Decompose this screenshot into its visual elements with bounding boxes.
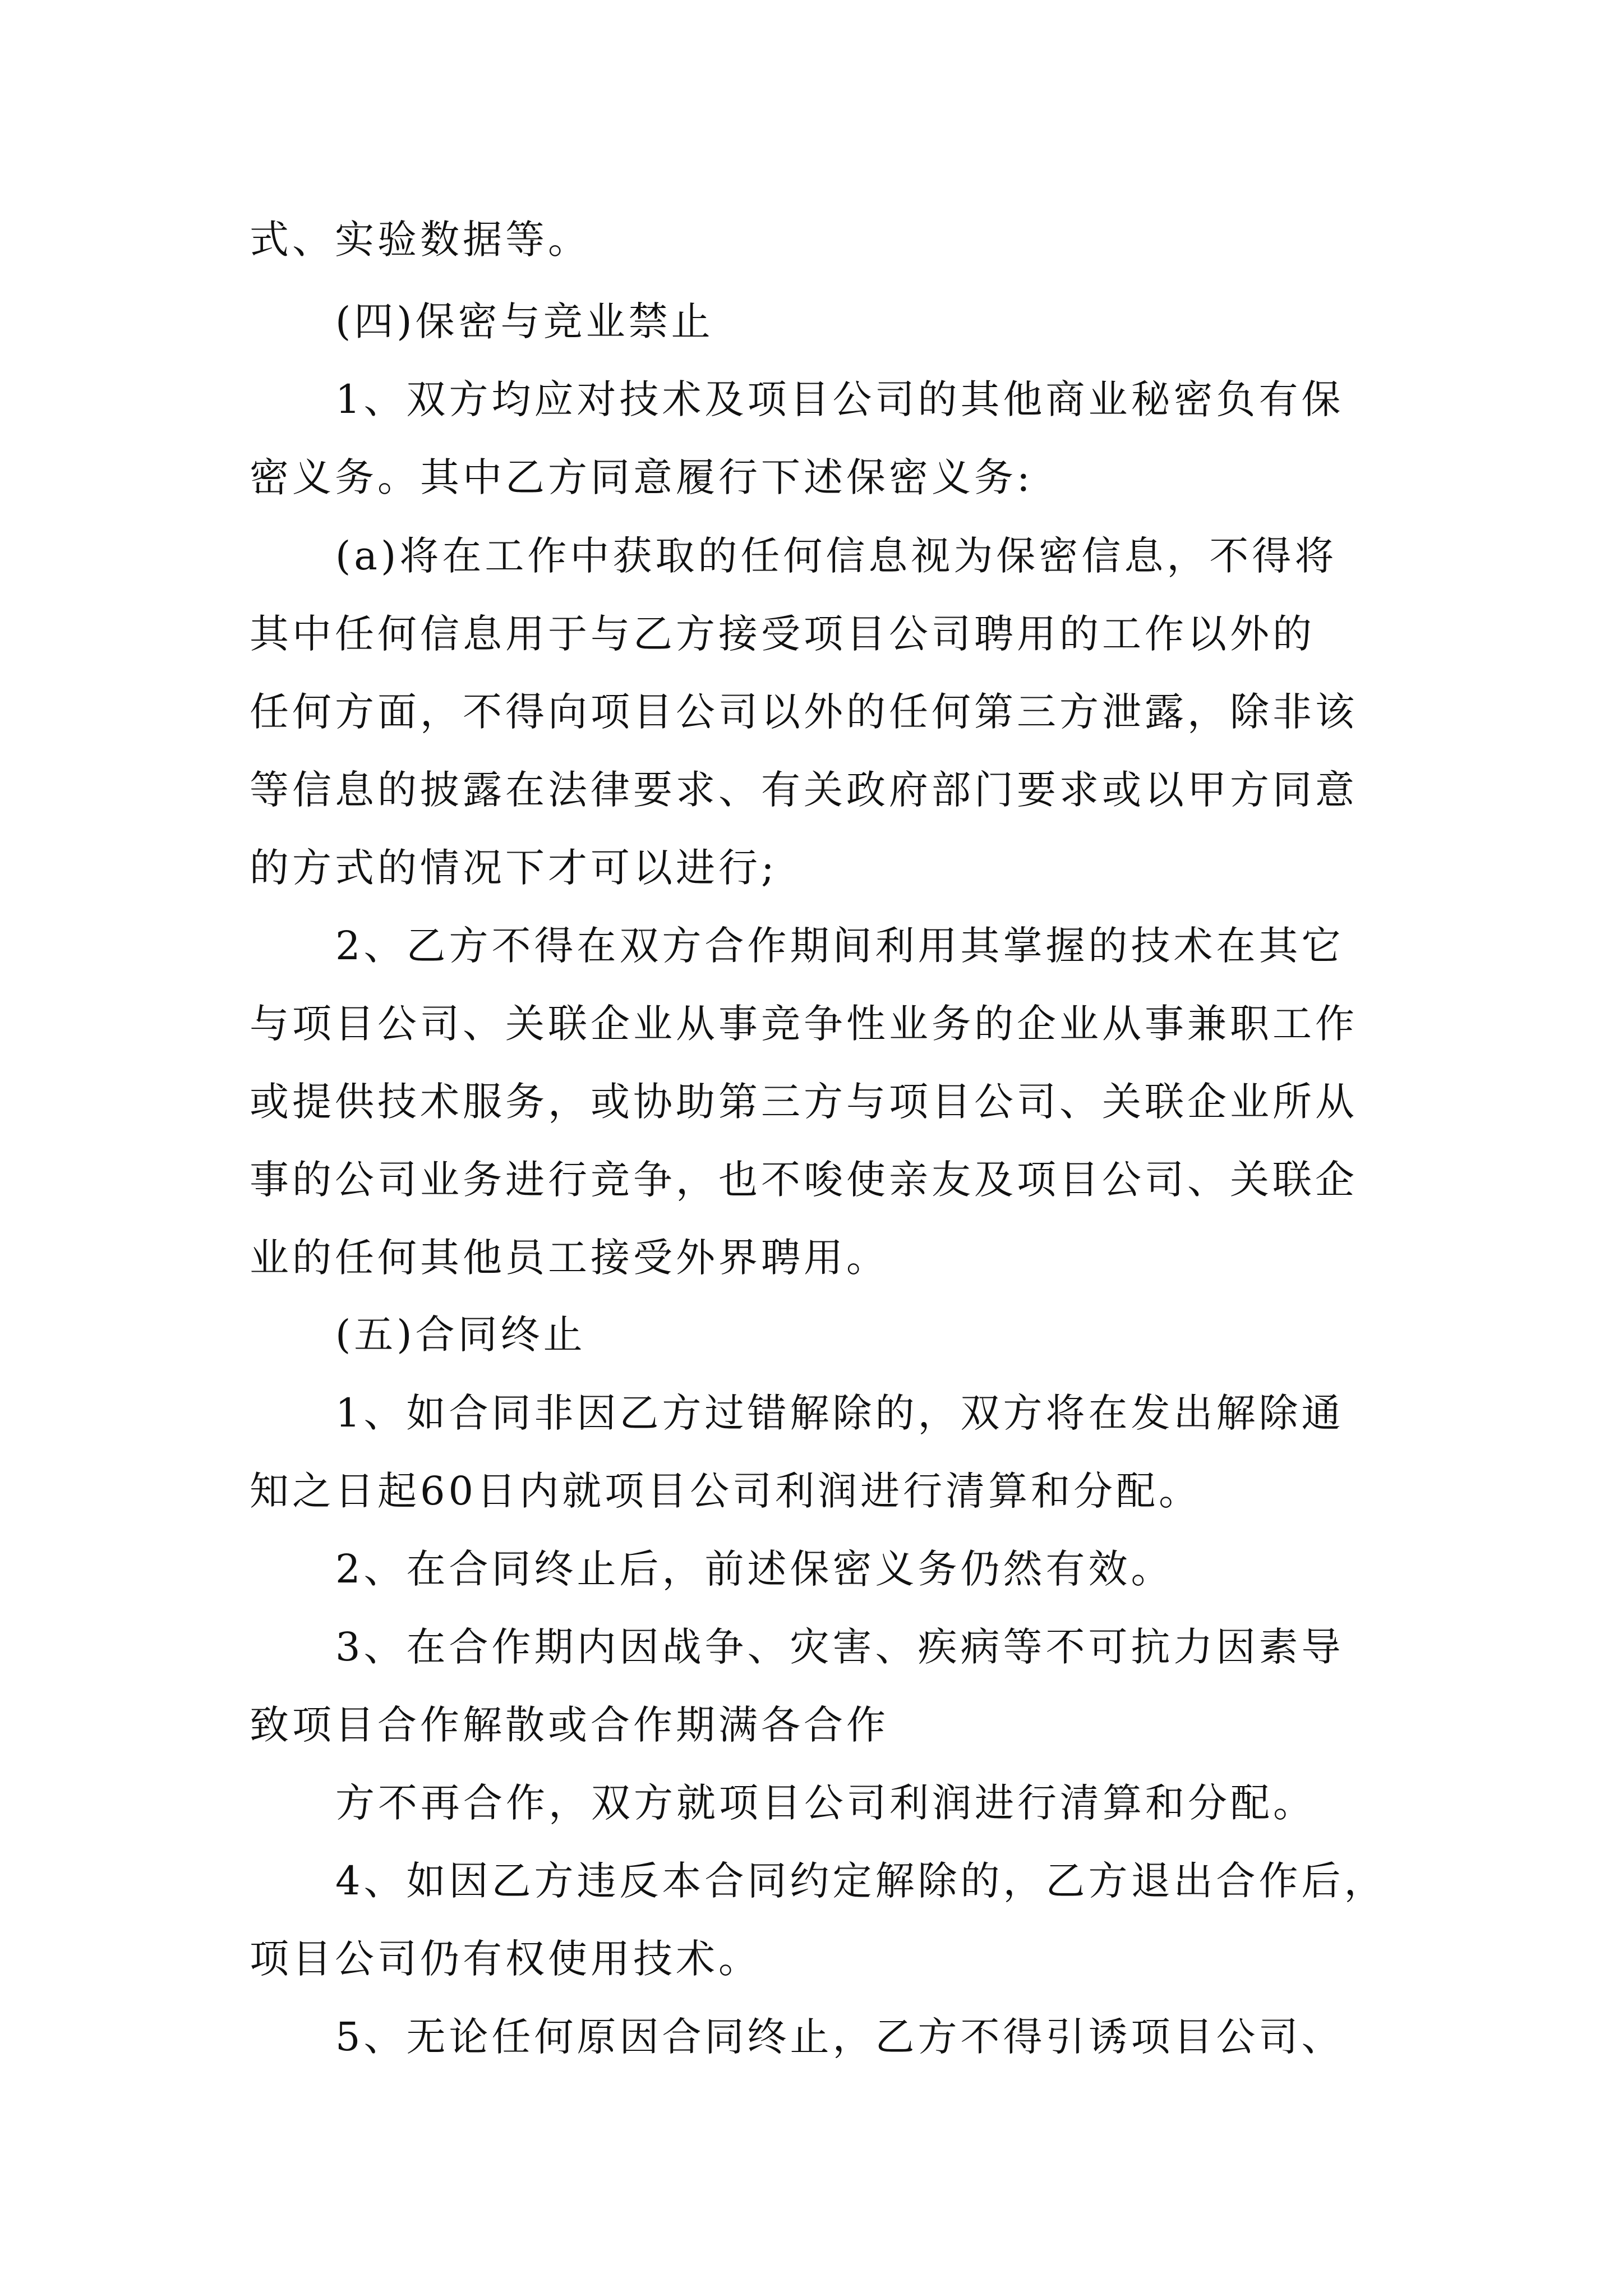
paragraph-line: 4、如因乙方违反本合同约定解除的，乙方退出合作后，: [335, 1858, 1387, 1904]
paragraph-line: 1、如合同非因乙方过错解除的，双方将在发出解除通: [335, 1390, 1344, 1436]
paragraph-line: 5、无论任何原因合同终止，乙方不得引诱项目公司、: [335, 2014, 1344, 2060]
paragraph-line: 2、在合同终止后，前述保密义务仍然有效。: [335, 1546, 1174, 1592]
paragraph-line: 知之日起60日内就项目公司利润进行清算和分配。: [250, 1468, 1202, 1514]
paragraph-line: 项目公司仍有权使用技术。: [250, 1936, 761, 1982]
paragraph-line: 等信息的披露在法律要求、有关政府部门要求或以甲方同意: [250, 767, 1358, 813]
paragraph-line: (a)将在工作中获取的任何信息视为保密信息，不得将: [335, 533, 1338, 579]
paragraph-line: 3、在合作期内因战争、灾害、疾病等不可抗力因素导: [335, 1624, 1344, 1670]
paragraph-line: 的方式的情况下才可以进行;: [250, 845, 778, 891]
paragraph-line: 致项目合作解散或合作期满各合作: [250, 1702, 889, 1748]
paragraph-line: 任何方面，不得向项目公司以外的任何第三方泄露，除非该: [250, 689, 1358, 735]
section-heading: (四)保密与竞业禁止: [335, 298, 714, 344]
section-heading: (五)合同终止: [335, 1312, 586, 1358]
paragraph-line: 密义务。其中乙方同意履行下述保密义务:: [250, 454, 1034, 500]
paragraph-line: 式、实验数据等。: [250, 217, 591, 263]
paragraph-line: 其中任何信息用于与乙方接受项目公司聘用的工作以外的: [250, 611, 1315, 657]
paragraph-line: 1、双方均应对技术及项目公司的其他商业秘密负有保: [335, 376, 1344, 422]
paragraph-line: 或提供技术服务，或协助第三方与项目公司、关联企业所从: [250, 1079, 1358, 1125]
paragraph-line: 与项目公司、关联企业从事竞争性业务的企业从事兼职工作: [250, 1001, 1358, 1047]
paragraph-line: 方不再合作，双方就项目公司利润进行清算和分配。: [335, 1780, 1316, 1826]
paragraph-line: 2、乙方不得在双方合作期间利用其掌握的技术在其它: [335, 923, 1344, 969]
paragraph-line: 事的公司业务进行竞争，也不唆使亲友及项目公司、关联企: [250, 1157, 1358, 1203]
paragraph-line: 业的任何其他员工接受外界聘用。: [250, 1235, 889, 1281]
